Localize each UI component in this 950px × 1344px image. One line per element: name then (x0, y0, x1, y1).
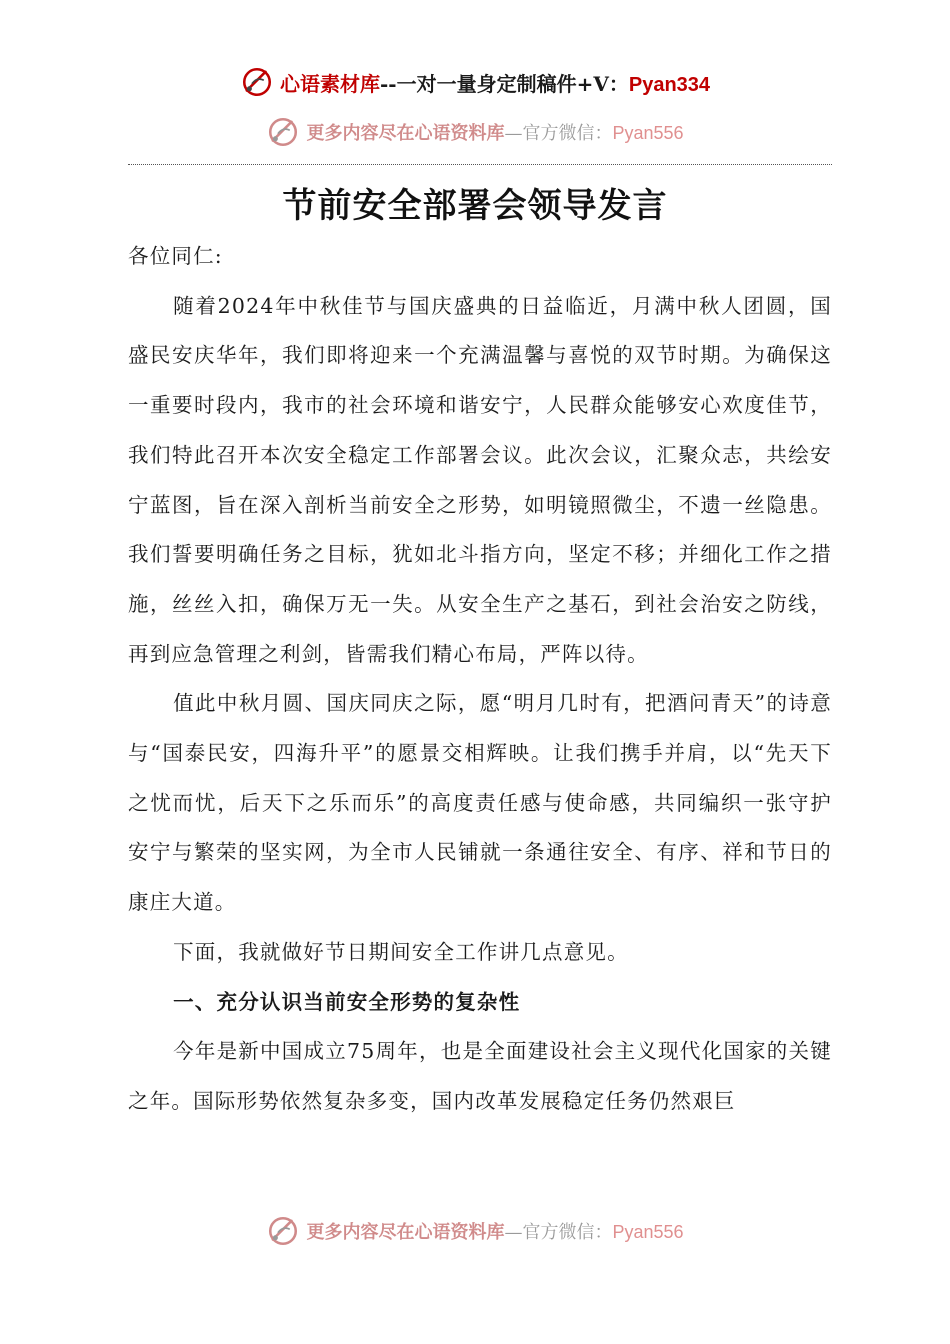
watermark-text (306, 119, 683, 145)
watermark-main: 更多内容尽在心语资料库 (306, 123, 505, 144)
section-heading: 一、充分认识当前安全形势的复杂性 (173, 989, 521, 1014)
header-banner (0, 62, 950, 102)
footer-watermark (0, 1211, 950, 1251)
header-divider (128, 164, 832, 165)
footer-logo-icon (266, 1214, 300, 1248)
brand-slogan: --一对一量身定制稿件+V： (379, 71, 629, 96)
section-paragraph: 今年是新中国成立75周年，也是全面建设社会主义现代化国家的关键之年。国际形势依然复杂多变，国内改革发展稳定任务仍然艰巨 (128, 1039, 832, 1113)
footer-text (306, 1218, 683, 1244)
footer-official: —官方微信： (504, 1222, 613, 1243)
body-paragraph-2: 值此中秋月圆、国庆同庆之际，愿“明月几时有，把酒问青天”的诗意与“国泰民安，四海升平”的愿景交相辉映。让我们携手并肩，以“先天下之忧而忧，后天下之乐而乐”的高度责任感与使命感，共同编织一张守护安宁与繁荣的坚实网，为全市人民铺就一条通往安全、有序、祥和节日的康庄大道。 (128, 691, 832, 915)
footer-wechat: Pyan556 (612, 1222, 684, 1242)
header-brand-text (280, 68, 710, 97)
footer-main: 更多内容尽在心语资料库 (306, 1222, 505, 1243)
body-paragraph-1: 随着2024年中秋佳节与国庆盛典的日益临近，月满中秋人团圆，国盛民安庆华年，我们即将迎来一个充满温馨与喜悦的双节时期。为确保这一重要时段内，我市的社会环境和谐安宁，人民群众能够安心欢度佳节，我们特此召开本次安全稳定工作部署会议。此次会议，汇聚众志，共绘安宁蓝图，旨在深入剖析当前安全之形势，如明镜照微尘，不遗一丝隐患。我们誓要明确任务之目标，犹如北斗指方向，坚定不移；并细化工作之措施，丝丝入扣，确保万无一失。从安全生产之基石，到社会治安之防线，再到应急管理之利剑，皆需我们精心布局，严阵以待。 (128, 293, 832, 666)
watermark-logo-icon (266, 115, 300, 149)
salutation: 各位同仁: (128, 244, 223, 268)
document-body (128, 232, 832, 1127)
body-paragraph-3: 下面，我就做好节日期间安全工作讲几点意见。 (173, 939, 629, 964)
watermark-official: —官方微信： (504, 123, 613, 144)
brand-logo-icon (240, 65, 274, 99)
brand-wechat: Pyan334 (628, 73, 711, 96)
watermark-wechat: Pyan556 (612, 123, 684, 143)
brand-name: 心语素材库 (279, 71, 380, 96)
document-title: 节前安全部署会领导发言 (282, 186, 668, 226)
header-watermark (0, 112, 950, 152)
